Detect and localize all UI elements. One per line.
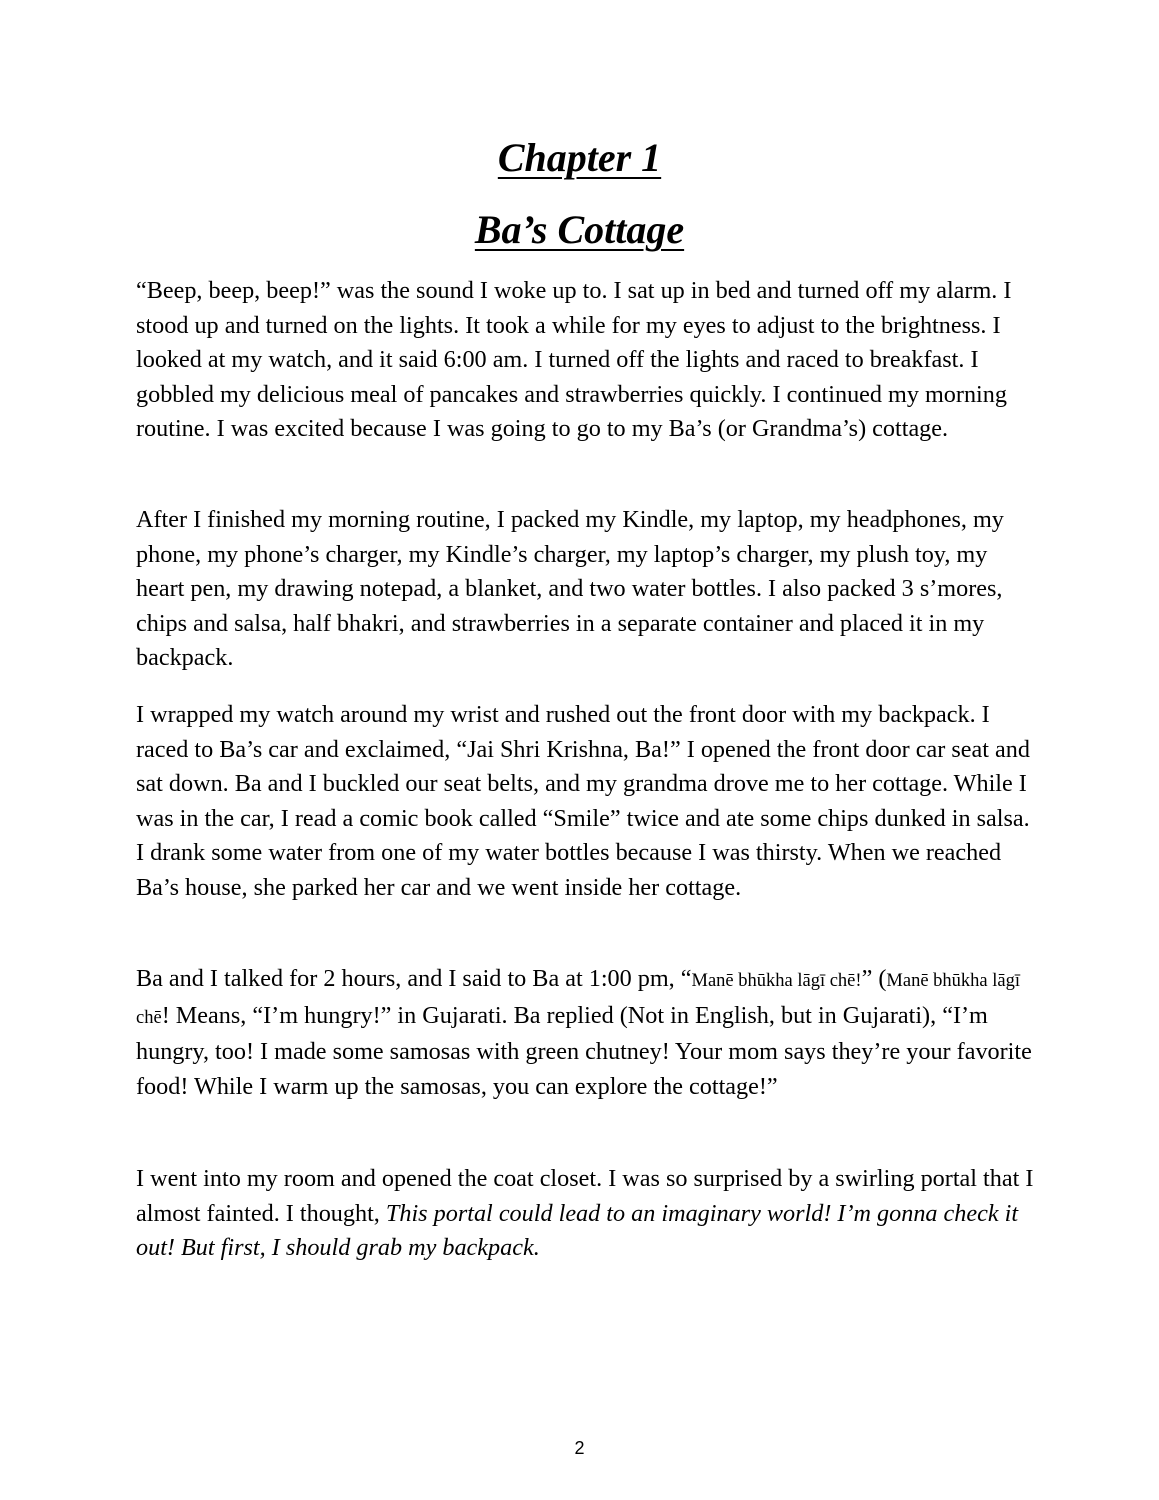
paragraph-1: “Beep, beep, beep!” was the sound I woke up to. I sat up in bed and turned off my alarm. I stood up and turned on the lights. It took a while for my eyes to adjust to the brightness. I looked at my watch, and it said 6:00 am. I turned off the lights and raced to breakfast. I gobbled my delicious meal of pancakes and strawberries quickly. I continued my morning routine. I was excited because I was going to go to my Ba’s (or Grandma’s) cottage. (136, 277, 1012, 443)
paragraph-2: After I finished my morning routine, I packed my Kindle, my laptop, my headphones, my phone, my phone’s charger, my Kindle’s charger, my laptop’s charger, my plush toy, my heart pen, my drawing notepad, a blanket, and two water bottles. I also packed 3 s’mores, chips and salsa, half bhakri, and strawberries in a separate container and placed it in my backpack. (136, 506, 1004, 672)
paragraph-3: I wrapped my watch around my wrist and rushed out the front door with my backpack. I raced to Ba’s car and exclaimed, “Jai Shri Krishna, Ba!” I opened the front door car seat and sat down. Ba and I buckled our seat belts, and my grandma drove me to her cottage. While I was in the car, I read a comic book called “Smile” twice and ate some chips dunked in salsa. I drank some water from one of my water bottles because I was thirsty. When we reached Ba’s house, she parked her car and we went inside her cottage. (136, 701, 1030, 901)
gujarati-transliteration: Manē bhūkha lāgī chē! (691, 971, 862, 991)
gujarati-transliteration-repeat: Manē bhūkha lāgī chē (136, 971, 1020, 1028)
chapter-title-heading: Ba’s Cottage (474, 207, 685, 252)
paragraph-5-thought: This portal could lead to an imaginary world! I’m gonna check it out! But first, I should grab my backpack. (136, 1199, 1019, 1262)
paragraph-4-text-a: Ba and I talked for 2 hours, and I said to Ba at 1:00 pm, “ (136, 965, 692, 992)
paragraph-5-text: I went into my room and opened the coat closet. I was so surprised by a swirling portal that I almost fainted. I thought, (136, 1165, 1034, 1227)
page-number: 2 (574, 1438, 585, 1458)
paragraph-5 (136, 1162, 1036, 1266)
paragraph-4-text-b: ” ( (861, 965, 887, 992)
paragraph-4-text-c: ! Means, “I’m hungry!” in Gujarati. Ba replied (Not in English, but in Gujarati), “I’m hungry, too! I made some samosas with green chutney! Your mom says they’re your favorite food! While I warm up the samosas, you can explore the cottage!” (136, 1001, 1032, 1100)
paragraph-4 (136, 962, 1036, 1104)
chapter-number-heading: Chapter 1 (497, 135, 662, 180)
